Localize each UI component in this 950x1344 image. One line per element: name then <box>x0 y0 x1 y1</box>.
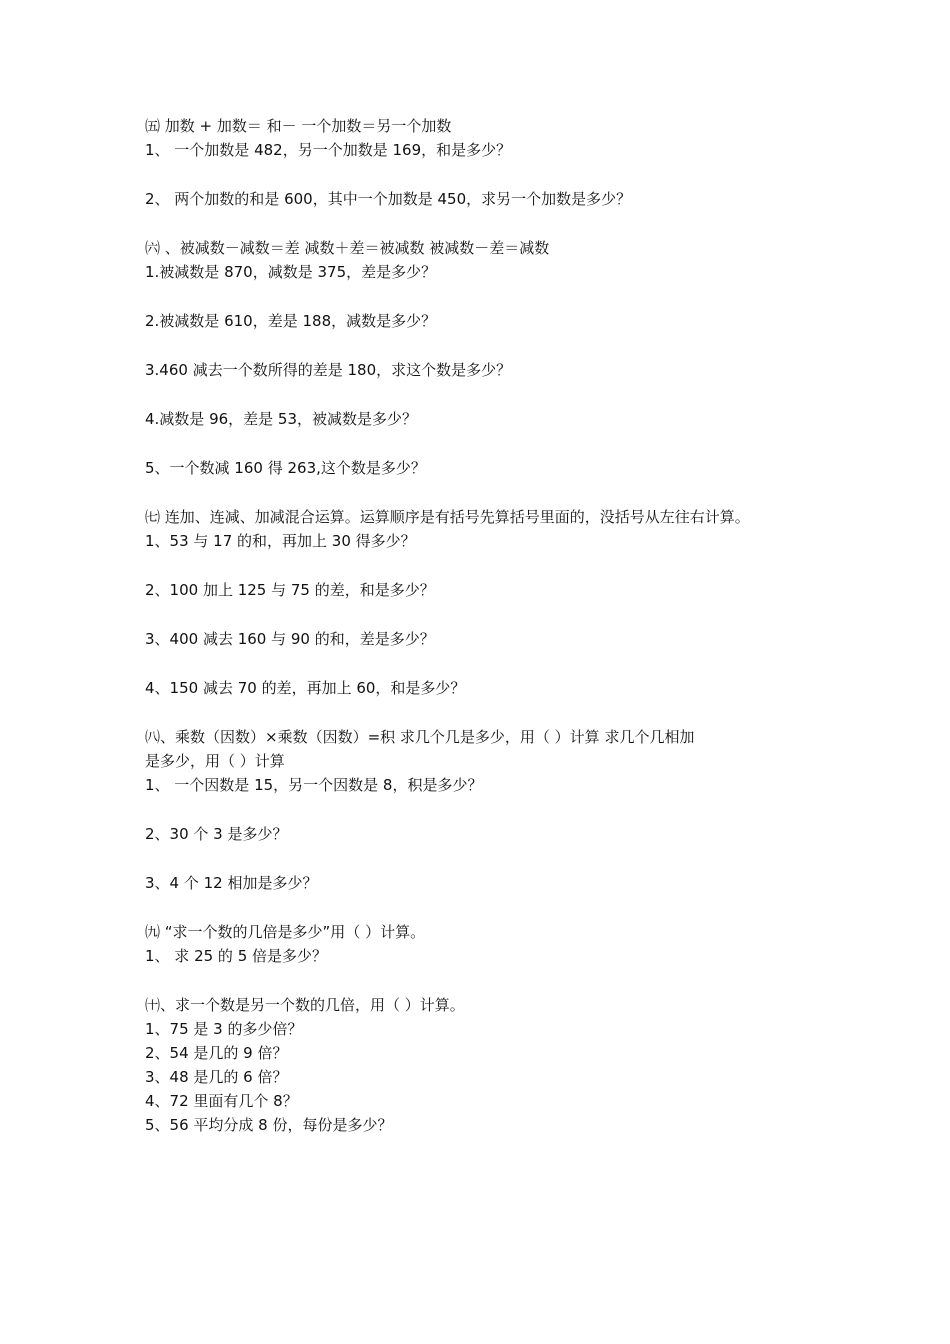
section-8-heading-cont: 是多少，用（ ）计算 <box>145 752 285 770</box>
problem-6-2: 2.被减数是 610，差是 188，减数是多少？ <box>145 312 437 330</box>
problem-7-1: 1、53 与 17 的和，再加上 30 得多少？ <box>145 532 416 550</box>
blank-space <box>145 553 815 578</box>
problem-6-1: 1.被减数是 870，减数是 375，差是多少？ <box>145 263 437 281</box>
blank-space <box>145 651 815 676</box>
blank-space <box>145 480 815 505</box>
blank-space <box>145 382 815 407</box>
blank-space <box>145 431 815 456</box>
section-7-heading: ㈦ 连加、连减、加减混合运算。运算顺序是有括号先算括号里面的，没括号从左往右计算。 <box>145 508 750 526</box>
blank-space <box>145 895 815 920</box>
blank-space <box>145 968 815 993</box>
problem-6-3: 3.460 减去一个数所得的差是 180，求这个数是多少？ <box>145 361 512 379</box>
blank-space <box>145 211 815 236</box>
problem-8-1: 1、 一个因数是 15，另一个因数是 8，积是多少？ <box>145 776 483 794</box>
blank-space <box>145 162 815 187</box>
problem-7-4: 4、150 减去 70 的差，再加上 60，和是多少？ <box>145 679 466 697</box>
problem-10-1: 1、75 是 3 的多少倍？ <box>145 1020 303 1038</box>
problem-6-5: 5、一个数减 160 得 263,这个数是多少？ <box>145 459 426 477</box>
blank-space <box>145 700 815 725</box>
document-body <box>145 114 815 1137</box>
section-5-heading: ㈤ 加数 + 加数＝ 和－ 一个加数＝另一个加数 <box>145 117 452 135</box>
problem-7-3: 3、400 减去 160 与 90 的和，差是多少？ <box>145 630 435 648</box>
problem-7-2: 2、100 加上 125 与 75 的差，和是多少？ <box>145 581 435 599</box>
section-8-heading: ㈧、乘数（因数）×乘数（因数）=积 求几个几是多少，用（ ）计算 求几个几相加 <box>145 728 695 746</box>
section-9-heading: ㈨ “求一个数的几倍是多少”用（ ）计算。 <box>145 923 426 941</box>
blank-space <box>145 284 815 309</box>
problem-5-1: 1、 一个加数是 482，另一个加数是 169，和是多少？ <box>145 141 512 159</box>
section-10-heading: ㈩、求一个数是另一个数的几倍，用（ ）计算。 <box>145 996 465 1014</box>
problem-10-2: 2、54 是几的 9 倍？ <box>145 1044 288 1062</box>
section-6-heading: ㈥ 、被减数－减数＝差 减数＋差＝被减数 被减数－差＝减数 <box>145 239 550 257</box>
blank-space <box>145 846 815 871</box>
problem-10-3: 3、48 是几的 6 倍？ <box>145 1068 288 1086</box>
problem-10-5: 5、56 平均分成 8 份，每份是多少？ <box>145 1116 393 1134</box>
blank-space <box>145 602 815 627</box>
blank-space <box>145 333 815 358</box>
problem-8-3: 3、4 个 12 相加是多少？ <box>145 874 318 892</box>
problem-10-4: 4、72 里面有几个 8？ <box>145 1092 298 1110</box>
problem-9-1: 1、 求 25 的 5 倍是多少？ <box>145 947 328 965</box>
problem-5-2: 2、 两个加数的和是 600，其中一个加数是 450，求另一个加数是多少？ <box>145 190 632 208</box>
problem-6-4: 4.减数是 96，差是 53，被减数是多少？ <box>145 410 418 428</box>
blank-space <box>145 797 815 822</box>
problem-8-2: 2、30 个 3 是多少？ <box>145 825 288 843</box>
